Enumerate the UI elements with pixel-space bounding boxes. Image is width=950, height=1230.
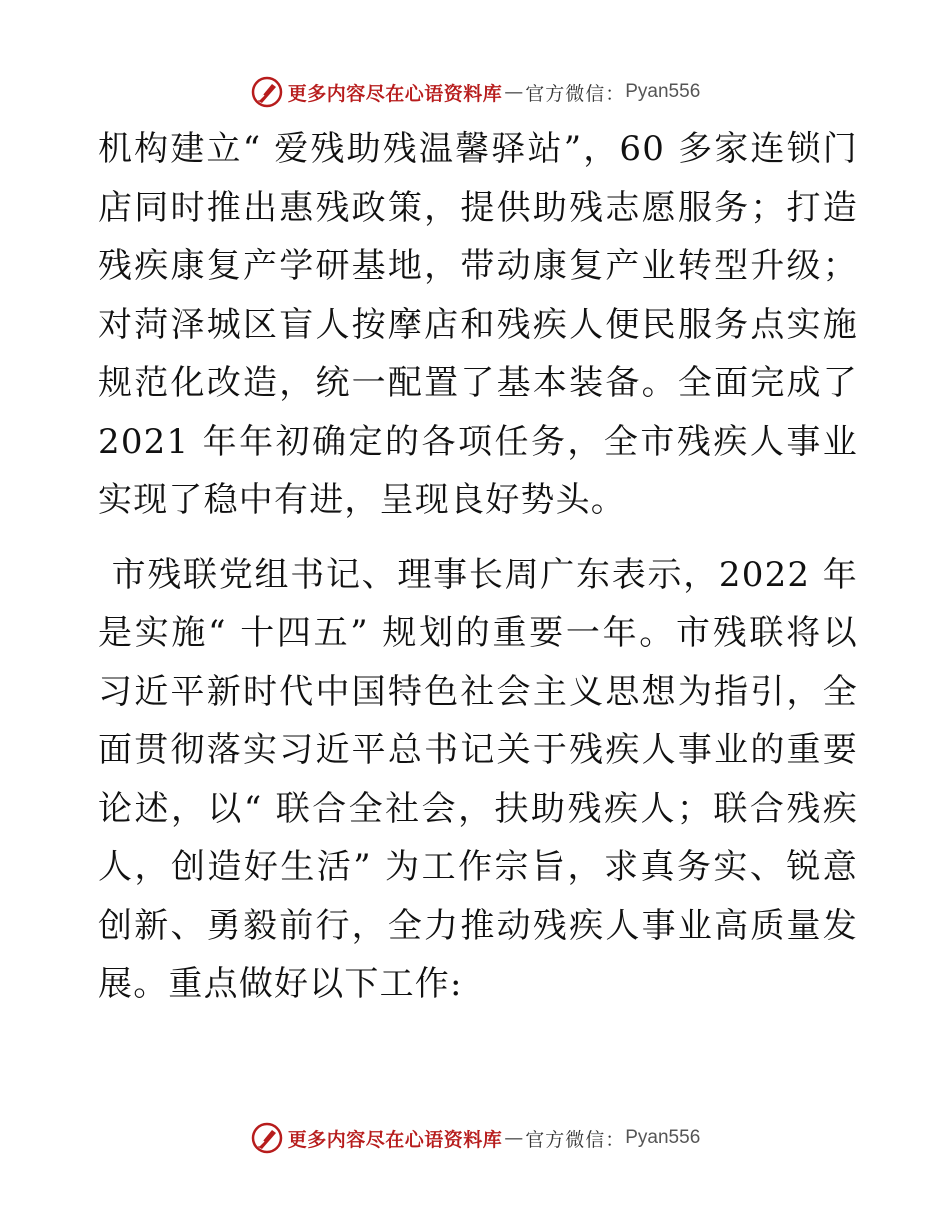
document-body xyxy=(98,120,858,1014)
banner-wechat-handle: Pyan556 xyxy=(625,81,701,102)
paragraph-1: 机构建立“ 爱残助残温馨驿站”，60 多家连锁门店同时推出惠残政策，提供助残志愿服务；打造残疾康复产学研基地，带动康复产业转型升级；对菏泽城区盲人按摩店和残疾人便民服务点实施规范化改造，统一配置了基本装备。全面完成了 2021 年年初确定的各项任务，全市残疾人事业实现了稳中有进，呈现良好势头。 xyxy=(98,129,858,520)
banner-label-text: 官方微信： xyxy=(525,1128,626,1151)
quill-logo-icon xyxy=(250,1121,284,1155)
banner-brand-text: 更多内容尽在心语资料库 xyxy=(287,82,503,105)
paragraph-2: 市残联党组书记、理事长周广东表示，2022 年是实施“ 十四五” 规划的重要一年。市残联将以习近平新时代中国特色社会主义思想为指引，全面贯彻落实习近平总书记关于残疾人事业的重要论述，以“ 联合全社会，扶助残疾人；联合残疾人，创造好生活” 为工作宗旨，求真务实、锐意创新、勇毅前行，全力推动残疾人事业高质量发展。重点做好以下工作: xyxy=(98,554,858,1004)
banner-brand-text: 更多内容尽在心语资料库 xyxy=(287,1128,503,1151)
banner-dash: — xyxy=(504,81,524,103)
banner-wechat-handle: Pyan556 xyxy=(625,1127,701,1148)
footer-watermark-banner xyxy=(0,1118,950,1158)
header-watermark-banner xyxy=(0,72,950,112)
quill-logo-icon xyxy=(250,75,284,109)
banner-dash: — xyxy=(504,1127,524,1149)
banner-label-text: 官方微信： xyxy=(525,82,626,105)
